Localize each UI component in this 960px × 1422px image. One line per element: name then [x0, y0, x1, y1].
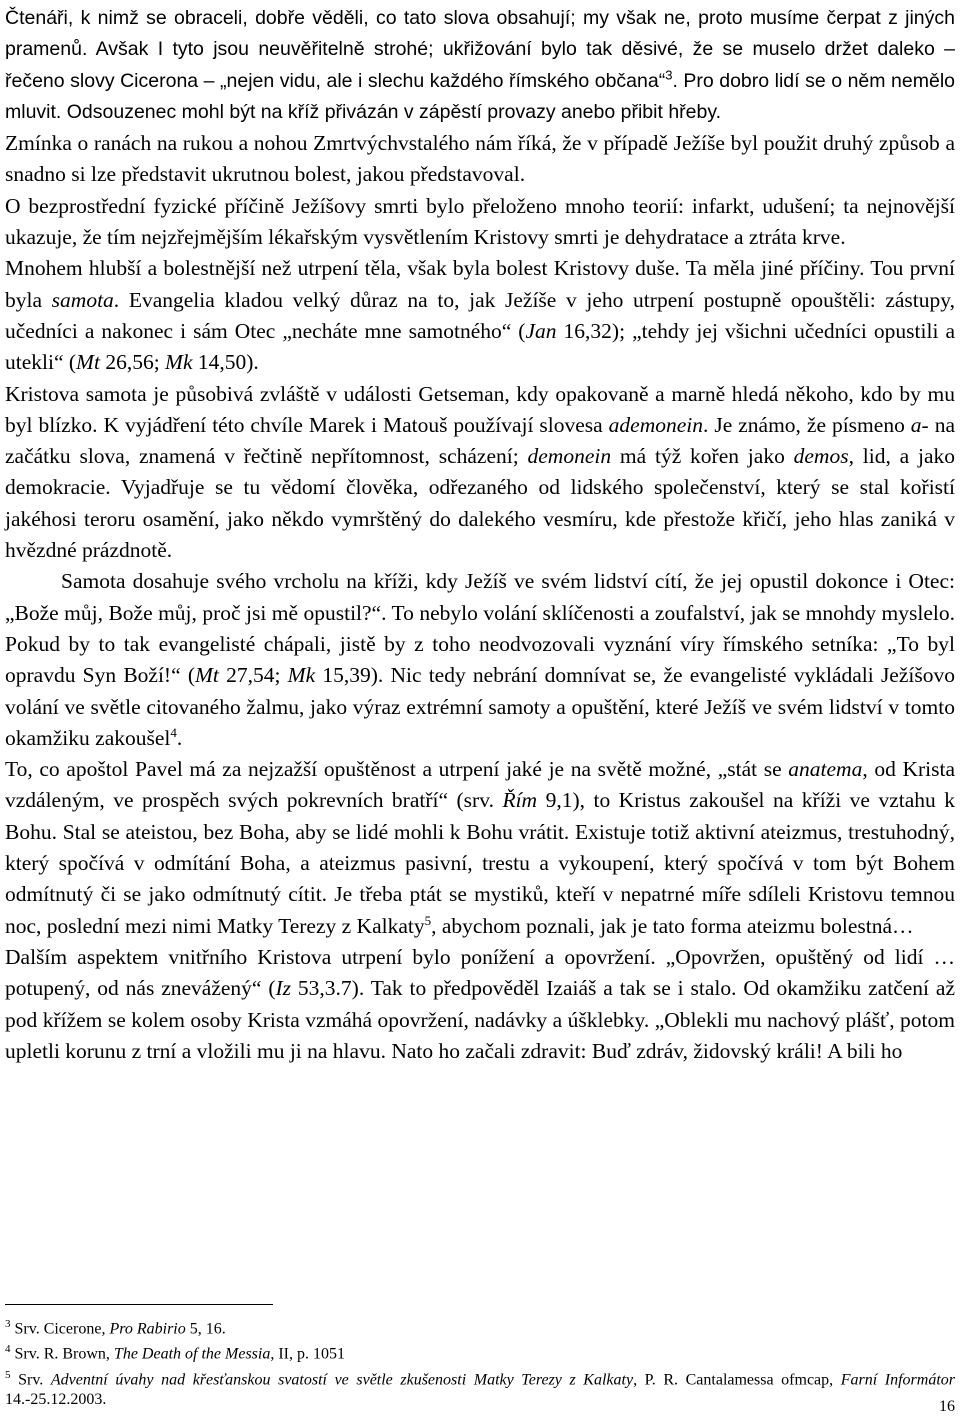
- italic-text: Mt: [76, 350, 100, 375]
- text-run: na začátku slova, znamená v řečtině nepřítomnost, scházení;: [5, 412, 955, 469]
- italic-text: The Death of the Messia: [113, 1345, 271, 1363]
- text-run: , od Krista vzdáleným, ve prospěch svých pokrevních bratří“ (srv.: [5, 757, 955, 813]
- italic-text: demos: [793, 444, 849, 469]
- footnotes: [5, 1314, 955, 1410]
- text-run: . Je známo, že písmeno: [703, 412, 911, 437]
- text-run: 53,3.7). Tak to předpověděl Izaiáš a tak se i stalo. Od okamžiku zatčení až pod křížem se kolem osoby Krista vzmáhá opovržení, nadávky a úšklebky. „Oblekli mu nachový plášť, potom upletli korunu z trní a vložili mu ji na hlavu. Nato ho začali zdravit: Buď zdráv, židovský králi! A bili ho: [5, 976, 955, 1063]
- text-run: , P. R. Cantalamessa ofmcap,: [633, 1370, 841, 1388]
- page-number: 16: [939, 1398, 955, 1415]
- footnote-number: 4: [5, 1343, 11, 1356]
- text-run: 26,56;: [99, 350, 166, 375]
- italic-text: anatema: [788, 757, 863, 782]
- footnote: [5, 1339, 955, 1364]
- italic-text: a-: [910, 412, 929, 437]
- text-run: Mnohem hlubší a bolestnější než utrpení těla, však byla bolest Kristovy duše. Ta měla jiné příčiny. Tou první byla: [5, 256, 955, 312]
- italic-text: ademonein: [608, 412, 704, 437]
- italic-text: demonein: [527, 444, 612, 469]
- text-run: .: [176, 725, 183, 750]
- footnote-number: 3: [5, 1318, 11, 1330]
- footnote: [5, 1314, 955, 1339]
- paragraph: [5, 379, 955, 567]
- italic-text: Iz: [275, 976, 292, 1001]
- footnote-reference: 5: [424, 912, 432, 928]
- paragraph: [5, 754, 955, 942]
- italic-text: Adventní úvahy nad křesťanskou svatostí ve světle zkušenosti Matky Terezy z Kalkaty: [50, 1370, 634, 1388]
- italic-text: Farní Informátor: [840, 1370, 956, 1388]
- footnote-separator: [5, 1304, 273, 1305]
- text-run: , II, p. 1051: [270, 1345, 345, 1363]
- footnote: [5, 1365, 955, 1410]
- text-run: Čtenáři, k nimž se obraceli, dobře věděli, co tato slova obsahují; my však ne, proto musíme čerpat z jiných pramenů. Avšak I tyto jsou neuvěřitelně strohé; ukřižování bylo tak děsivé, že se muselo držet daleko – řečeno slovy Cicerona – „nejen vidu, ale i slechu každého římského občana“: [5, 7, 955, 92]
- text-run: 9,1), to Kristus zakoušel na kříži ve vztahu k Bohu. Stal se ateistou, bez Boha, aby se lidé mohli k Bohu vrátit. Existuje totiž aktivní ateizmus, trestuhodný, který spočívá v odmítání Boha, a ateizmus pasivní, trestu a vykoupení, který spočívá v tom být Bohem odmítnutý či se jako odmítnutý cítit. Je třeba ptát se mystiků, kteří v nepatrné míře sdíleli Kristovu temnou noc, poslední mezi nimi Matky Terezy z Kalkaty: [5, 788, 956, 938]
- document-body: [5, 3, 955, 1067]
- paragraph: [5, 3, 955, 128]
- paragraph: [5, 566, 955, 754]
- italic-text: Jan: [525, 318, 557, 343]
- footnote-number: 5: [5, 1368, 11, 1381]
- text-run: Srv. Cicerone,: [10, 1320, 110, 1338]
- text-run: O bezprostřední fyzické příčině Ježíšovy smrti bylo přeloženo mnoho teorií: infarkt, udušení; ta nejnovější ukazuje, že tím nejzřejmějším lékařským vysvětlením Kristovy smrti je dehydratace a ztráta krve.: [5, 193, 955, 250]
- text-run: 14.-25.12.2003.: [5, 1390, 107, 1408]
- footnote-reference: 4: [170, 724, 177, 740]
- paragraph: [5, 942, 955, 1067]
- text-run: Dalším aspektem vnitřního Kristova utrpení bylo ponížení a opovržení. „Opovržen, opuštěný od lidí … potupený, od nás znevážený“ (: [5, 944, 955, 1001]
- paragraph: [5, 128, 955, 191]
- text-run: . Evangelia kladou velký důraz na to, jak Ježíše v jeho utrpení postupně opouštěli: zástupy, učedníci a nakonec i sám Otec „necháte mne samotného“ (: [5, 287, 955, 343]
- text-run: 14,50).: [192, 350, 259, 375]
- paragraph: [5, 253, 955, 378]
- text-run: Srv.: [10, 1370, 51, 1388]
- text-run: , abychom poznali, jak je tato forma ateizmu bolestná…: [431, 913, 914, 938]
- text-run: Srv. R. Brown,: [10, 1345, 114, 1363]
- italic-text: Řím: [502, 788, 538, 813]
- italic-text: samota: [51, 287, 114, 312]
- paragraph: [5, 191, 955, 254]
- italic-text: Mk: [287, 663, 316, 688]
- italic-text: Mk: [165, 350, 193, 375]
- italic-text: Pro Rabirio: [109, 1320, 186, 1338]
- text-run: 27,54;: [218, 663, 288, 688]
- text-run: . Pro dobro lidí se o něm nemělo mluvit. Odsouzenec mohl být na kříž přivázán v zápěstí provazy anebo přibit hřeby.: [5, 69, 955, 123]
- text-run: Kristova samota je působivá zvláště v události Getseman, kdy opakovaně a marně hledá někoho, kdo by mu byl blízko. K vyjádření této chvíle Marek i Matouš používají slovesa: [5, 381, 955, 437]
- text-run: To, co apoštol Pavel má za nejzažší opuštěnost a utrpení jaké je na světě možné, „stát se: [5, 757, 789, 782]
- text-run: 15,39). Nic tedy nebrání domnívat se, že evangelisté vykládali Ježíšovo volání ve světle citovaného žalmu, jako výraz extrémní samoty a opuštění, které Ježíš ve svém lidství v tomto okamžiku zakoušel: [5, 663, 955, 750]
- italic-text: Mt: [195, 663, 219, 688]
- footnote-reference: 3: [665, 67, 673, 83]
- text-run: Zmínka o ranách na rukou a nohou Zmrtvýchvstalého nám říká, že v případě Ježíše byl použit druhý způsob a snadno si lze představit ukrutnou bolest, jakou představoval.: [5, 131, 955, 187]
- text-run: , lid, a jako demokracie. Vyjadřuje se tu vědomí člověka, odřezaného od lidského společenství, který se stal kořistí jakéhosi teroru osamění, jako někdo vymrštěný do dalekého vesmíru, kde přestože křičí, jeho hlas zaniká v hvězdné prázdnotě.: [5, 444, 955, 563]
- text-run: má týž kořen jako: [611, 444, 794, 469]
- text-run: 5, 16.: [185, 1320, 226, 1338]
- text-run: Samota dosahuje svého vrcholu na kříži, kdy Ježíš ve svém lidství cítí, že jej opustil dokonce i Otec: „Bože můj, Bože můj, proč jsi mě opustil?“. To nebylo volání sklíčenosti a zoufalství, jak se mnohdy myslelo. Pokud by to tak evangelisté chápali, jistě by z toho neodvozovali vyznání víry římského setníka: „To byl opravdu Syn Boží!“ (: [5, 569, 955, 688]
- text-run: 16,32); „tehdy jej všichni učedníci opustili a utekli“ (: [5, 318, 955, 375]
